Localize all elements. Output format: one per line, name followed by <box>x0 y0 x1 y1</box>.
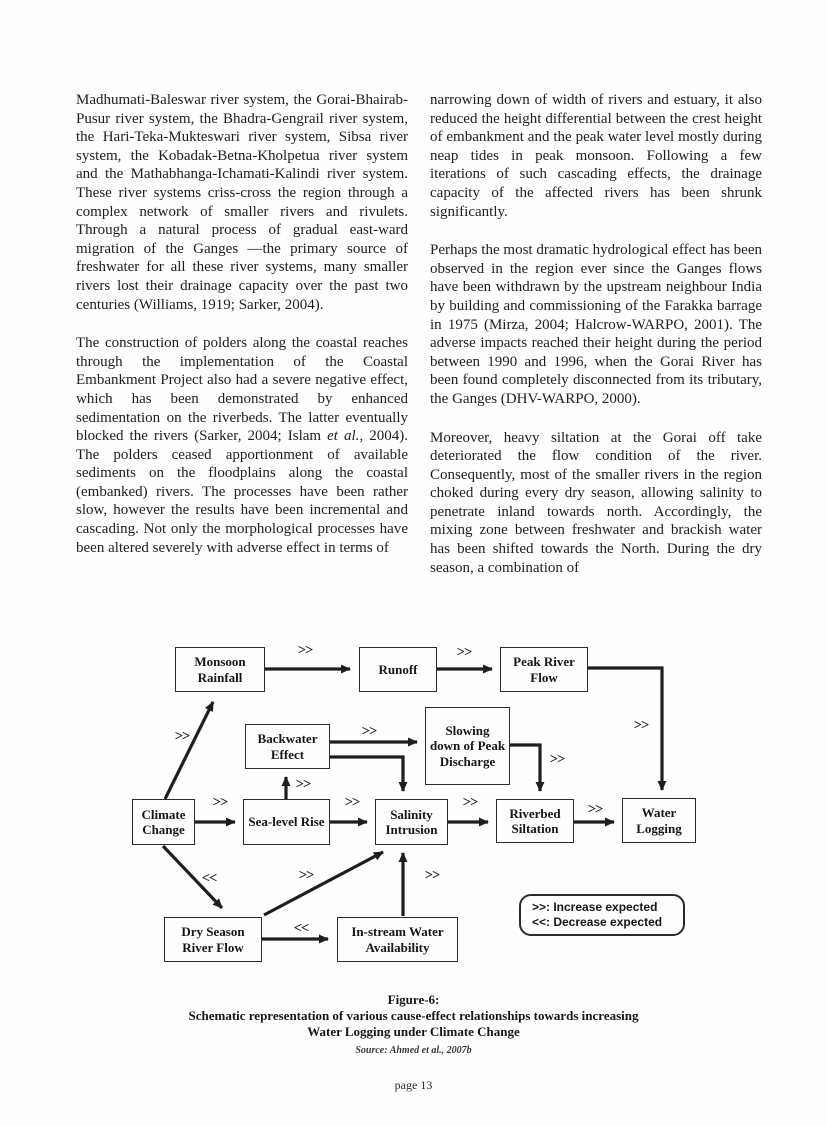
edge-mark-peakflow-waterlogging: >> <box>633 717 649 734</box>
node-backwater-effect: Backwater Effect <box>245 724 330 769</box>
edge-mark-sealevel-backwater: >> <box>295 776 311 793</box>
node-runoff: Runoff <box>359 647 437 692</box>
node-monsoon-rainfall: Monsoon Rainfall <box>175 647 265 692</box>
diagram-legend <box>519 894 685 936</box>
figure-caption <box>0 992 827 1040</box>
node-peak-river-flow: Peak River Flow <box>500 647 588 692</box>
edge-mark-dryseason-salinity: >> <box>298 867 314 884</box>
arrow-climate-to-monsoon <box>165 702 213 799</box>
page-number: page 13 <box>394 1078 433 1092</box>
paragraph-text: The construction of polders along the coastal reaches through the implementation of the Coastal Embankment Project also had a severe negative effect, which has been demonstrated by enhanced sedimentation on the riverbeds. The latter eventually blocked the rivers (Sarker, 2004; Islam <box>76 335 408 445</box>
edge-mark-monsoon-runoff: >> <box>297 642 313 659</box>
edge-mark-instream-salinity: >> <box>424 867 440 884</box>
edge-mark-climate-monsoon: >> <box>174 728 190 745</box>
edge-mark-sealevel-salinity: >> <box>344 794 360 811</box>
edge-mark-slowing-riverbed: >> <box>549 751 565 768</box>
node-slowing-down-of-peak-discharge: Slowing down of Peak Discharge <box>425 707 510 785</box>
arrow-peakflow-to-waterlogging <box>588 668 662 790</box>
paragraph: Perhaps the most dramatic hydrological effect has been observed in the region ever since the Ganges flows have been withdrawn by the upstream neighbour India by building and commissioning of the Farakka barrage in 1975 (Mirza, 2004; Halcrow-WARPO, 2001). The adverse impacts reached their height during the period between 1990 and 1996, when the Gorai River has been found completely disconnected from its tributary, the Ganges (DHV-WARPO, 2000). <box>430 242 762 407</box>
edge-mark-backwater-slowing: >> <box>361 723 377 740</box>
node-salinity-intrusion: Salinity Intrusion <box>375 799 448 845</box>
figure-source: Source: Ahmed et al., 2007b <box>355 1045 472 1056</box>
edge-mark-dryseason-instream: << <box>293 920 309 937</box>
arrow-slowing-to-riverbed <box>510 745 540 791</box>
paragraph: Moreover, heavy siltation at the Gorai off take deteriorated the flow condition of the river. Consequently, most of the smaller rivers in the region choked during every dry season, allowing salinity to penetrate inland towards north. Accordingly, the mixing zone between freshwater and brackish water has been shifted towards the North. During the dry season, a combination of <box>430 429 762 576</box>
edge-mark-climate-sealevel: >> <box>212 794 228 811</box>
legend-increase: >>: Increase expected <box>532 900 658 914</box>
edge-mark-runoff-peakflow: >> <box>456 644 472 661</box>
paragraph: Madhumati-Baleswar river system, the Gorai-Bhairab-Pusur river system, the Bhadra-Gengrail river system, the Hari-Teka-Mukteswari river system, Sibsa river system, the Kobadak-Betna-Kholpetua river system and the Mathabhanga-Ichamati-Kalindi river system. These river systems criss-cross the region through a complex network of smaller rivers and rivulets. Through a natural process of gradual east-ward migration of the Ganges —the primary source of freshwater for all these river systems, many smaller rivers lost their drainage capacity over the past two centuries (Williams, 1919; Sarker, 2004). <box>76 92 408 313</box>
node-water-logging: Water Logging <box>622 798 696 843</box>
edge-mark-riverbed-waterlogging: >> <box>587 801 603 818</box>
node-riverbed-siltation: Riverbed Siltation <box>496 799 574 843</box>
arrow-backwater-to-salinity <box>330 757 403 791</box>
figure-caption-number: Figure-6: <box>387 992 440 1007</box>
et-al-citation: et al. <box>327 428 360 445</box>
arrow-dryseason-to-salinity <box>264 852 383 915</box>
node-dry-season-river-flow: Dry Season River Flow <box>164 917 262 962</box>
edge-mark-climate-dryseason: << <box>201 870 217 887</box>
figure-caption-title-line1: Schematic representation of various cause-effect relationships towards increasing <box>188 1008 639 1023</box>
figure-caption-title-line2: Water Logging under Climate Change <box>307 1024 520 1039</box>
node-climate-change: Climate Change <box>132 799 195 845</box>
paragraph-text: , 2004). The polders ceased apportionment of available sediments on the floodplains along the coastal (embanked) rivers. The processes have been rather slow, however the results have been incremental and cascading. Not only the morphological processes have been altered severely with adverse effect in terms of <box>76 428 408 556</box>
node-sea-level-rise: Sea-level Rise <box>243 799 330 845</box>
legend-decrease: <<: Decrease expected <box>532 915 663 929</box>
node-instream-water-availability: In-stream Water Availability <box>337 917 458 962</box>
edge-mark-salinity-riverbed: >> <box>462 794 478 811</box>
paragraph: narrowing down of width of rivers and estuary, it also reduced the height differential between the crest height of embankment and the peak water level mostly during neap tides in peak monsoon. Following a few iterations of such cascading effects, the drainage capacity of the affected rivers has been shrunk significantly. <box>430 92 762 220</box>
